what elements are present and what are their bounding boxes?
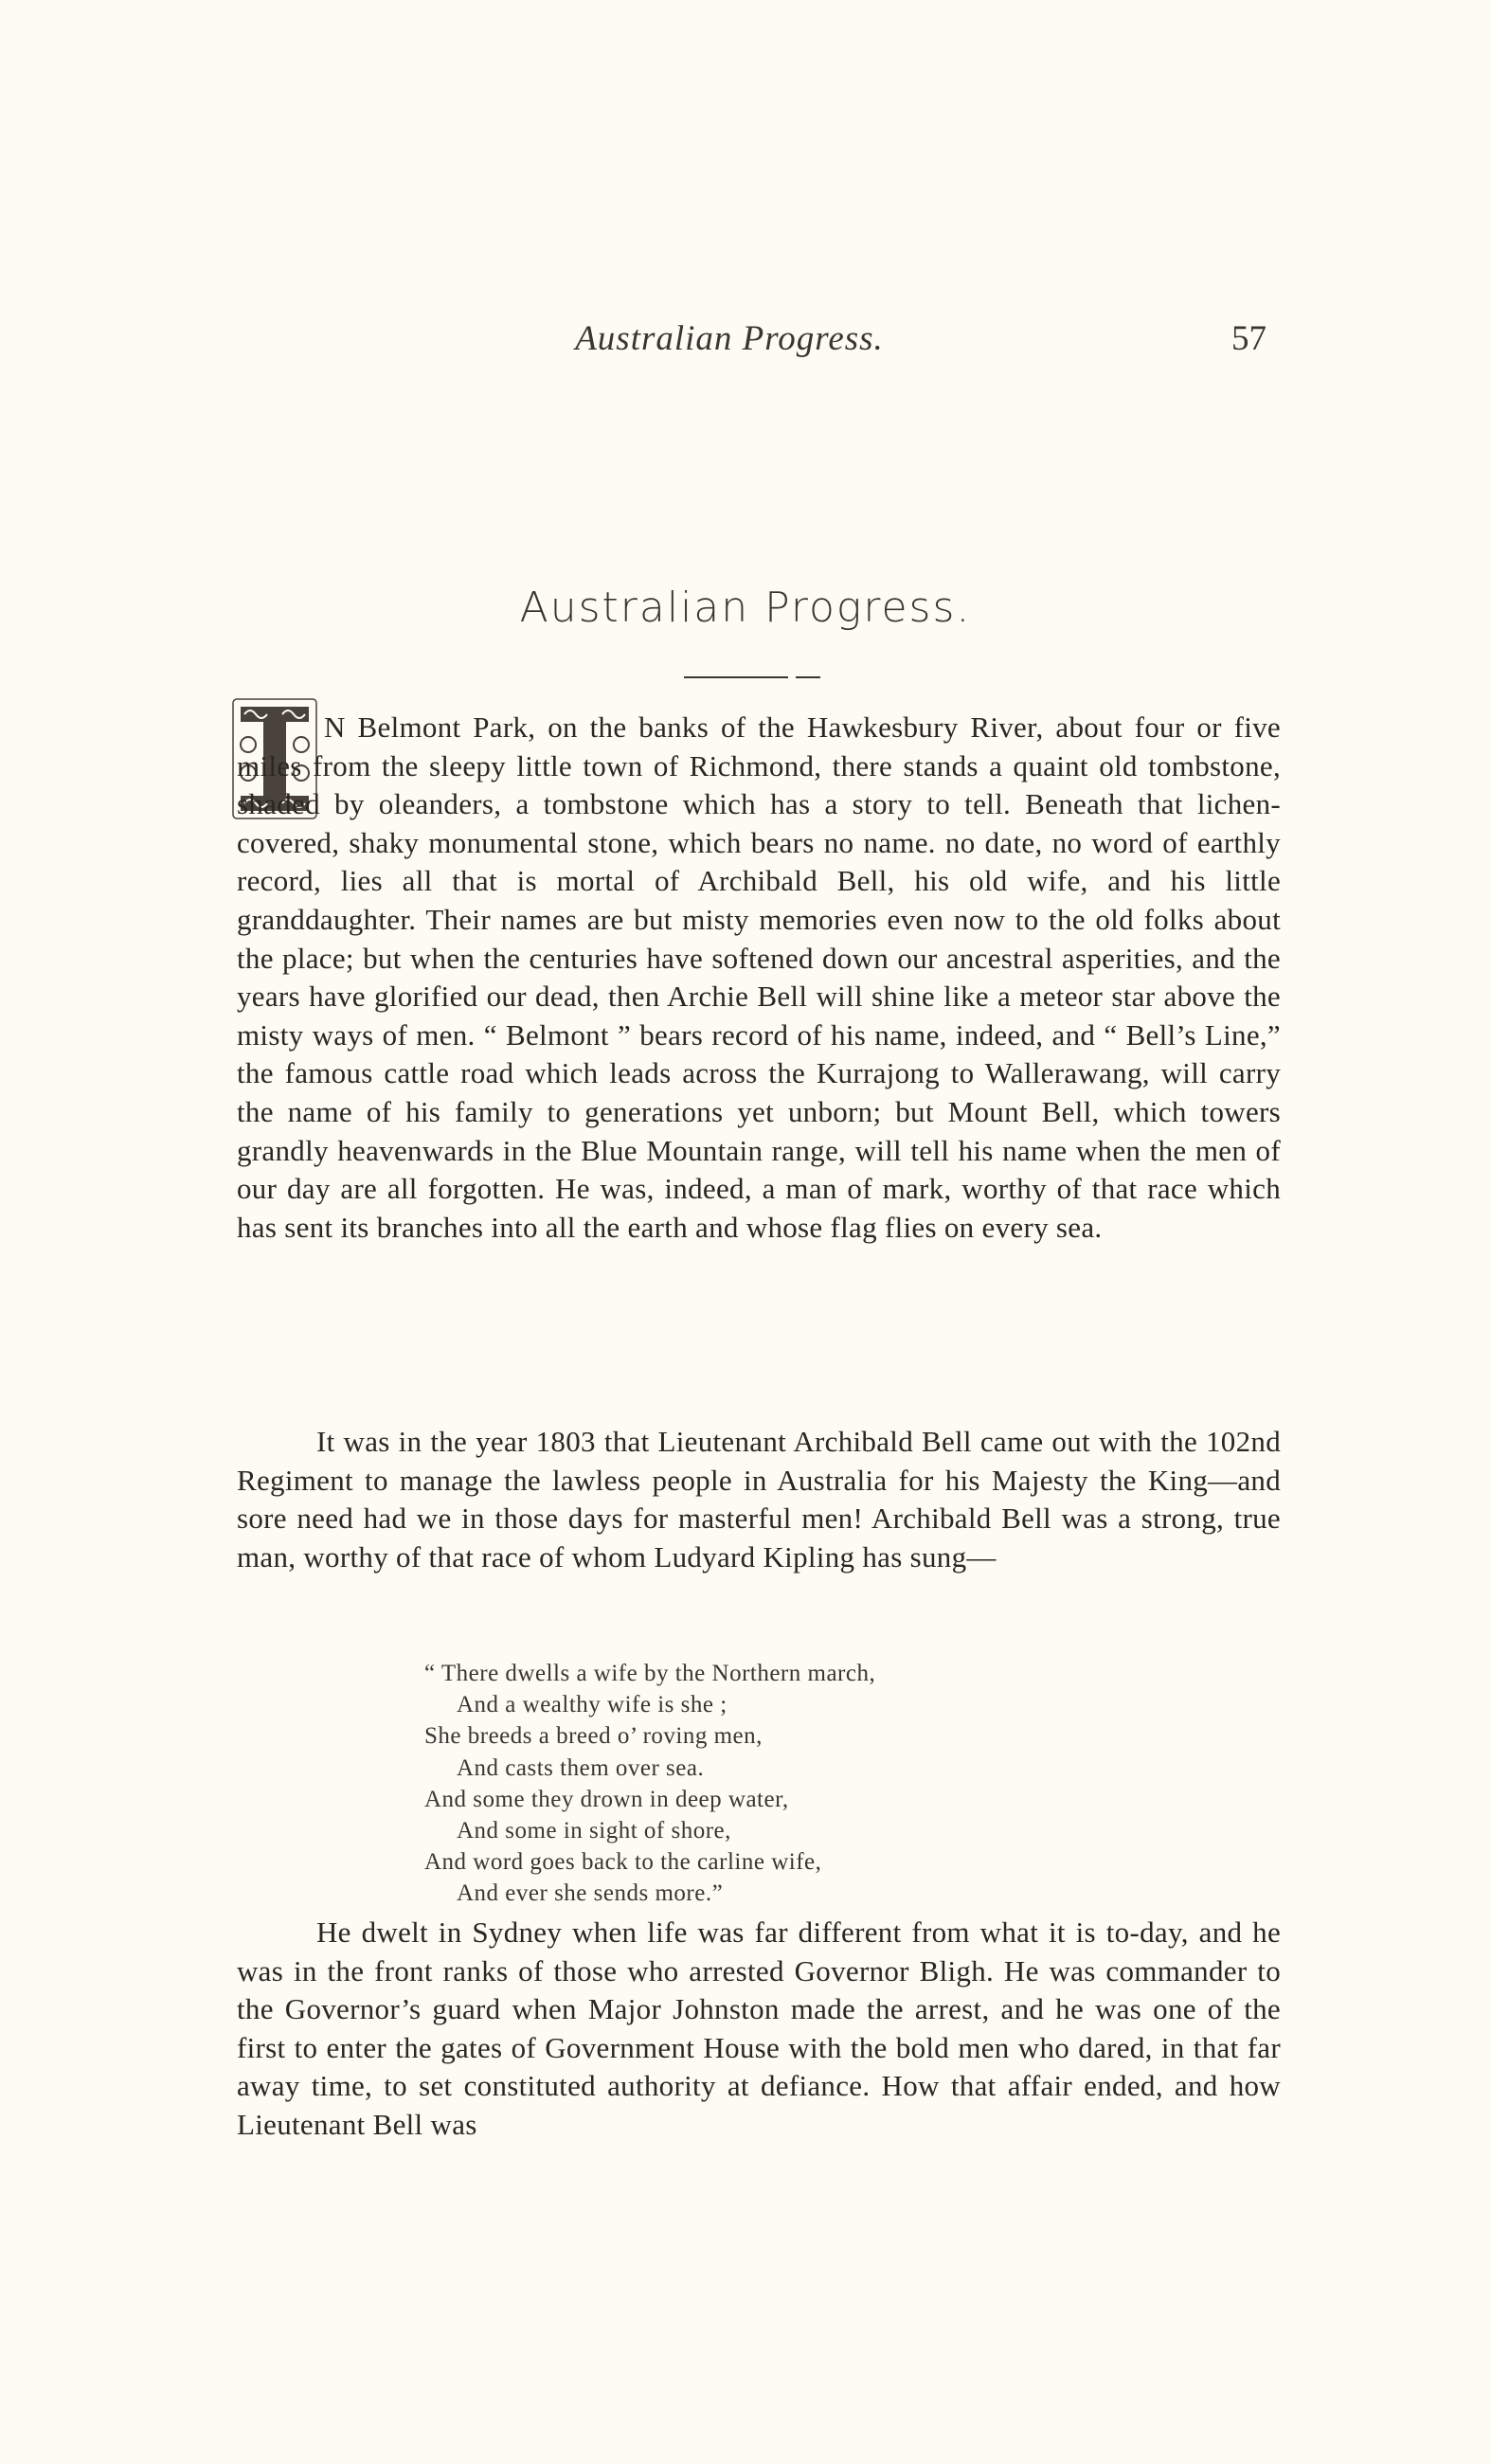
- page-number: 57: [1231, 319, 1266, 358]
- running-head: [0, 318, 1491, 375]
- verse-line: And word goes back to the carline wife,: [424, 1849, 822, 1876]
- verse-line: And ever she sends more.”: [457, 1880, 724, 1907]
- title-rule-tick: [796, 676, 820, 678]
- verse-line: “ There dwells a wife by the Northern march,: [424, 1661, 876, 1686]
- verse-line: And a wealthy wife is she ;: [457, 1692, 728, 1718]
- running-head-title: Australian Progress.: [575, 319, 884, 358]
- verse-line: And casts them over sea.: [457, 1754, 705, 1781]
- verse-line: She breeds a breed o’ roving men,: [424, 1723, 763, 1750]
- verse-line: And some they drown in deep water,: [424, 1786, 789, 1812]
- paragraph-1-text: N Belmont Park, on the banks of the Hawkesbury River, about four or five miles from the sleepy little town of Richmond, there stands a quaint old tombstone, shaded by oleanders, a tombstone which has a story to tell. Beneath that lichen-covered, shaky monumental stone, which bears no name. no date, no word of earthly record, lies all that is mortal of Archibald Bell, his old wife, and his little granddaughter. Their names are but misty memories even now to the old folks about the place; but when the centuries have softened down our ancestral asperities, and the years have glorified our dead, then Archie Bell will shine like a meteor star above the misty ways of men. “ Belmont ” bears record of his name, indeed, and “ Bell’s Line,” the famous cattle road which leads across the Kurrajong to Wallerawang, will carry the name of his family to generations yet unborn; but Mount Bell, which towers grandly heavenwards in the Blue Mountain range, will tell his name when the men of our day are all forgotten. He was, indeed, a man of mark, worthy of that race which has sent its branches into all the earth and whose flag flies on every sea.: [237, 710, 1281, 1244]
- verse-quotation: [424, 1658, 1087, 1910]
- verse-line: And some in sight of shore,: [457, 1818, 731, 1844]
- paragraph-3: He dwelt in Sydney when life was far different from what it is to-day, and he was in the front ranks of those who arrested Governor Bligh. He was commander to the Governor’s guard when Major Johnston made the arrest, and he was one of the first to enter the gates of Government House with the bold men who dared, in that far away time, to set constituted authority at defiance. How that affair ended, and how Lieutenant Bell was: [237, 1915, 1281, 2141]
- title-rule: [684, 676, 788, 678]
- paragraph-2: It was in the year 1803 that Lieutenant Archibald Bell came out with the 102nd Regiment to manage the lawless people in Australia for his Majesty the King—and sore need had we in those days for masterful men! Archibald Bell was a strong, true man, worthy of that race of whom Ludyard Kipling has sung—: [237, 1425, 1281, 1574]
- paragraph-1: [237, 709, 1281, 1247]
- chapter-title: Australian Progress.: [519, 584, 972, 632]
